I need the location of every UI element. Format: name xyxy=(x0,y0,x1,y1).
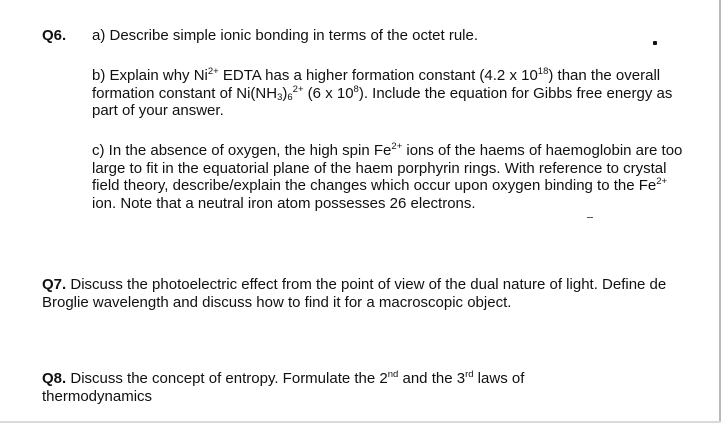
q6-part-a xyxy=(92,27,692,45)
stray-dash xyxy=(587,217,593,218)
q8-number: Q8. xyxy=(42,370,67,387)
q6-number: Q6. xyxy=(42,27,67,44)
q7-text: Q7. Discuss the photoelectric effect from the point of view of the dual nature of light. Define de Broglie wavelength and discuss how to find it for a macroscopic object. xyxy=(42,276,667,311)
q8-text: Q8. Discuss the concept of entropy. Formulate the 2nd and the 3rd laws of thermodynamics xyxy=(42,369,525,405)
q6-part-a-text: a) Describe simple ionic bonding in terms of the octet rule. xyxy=(92,27,479,44)
q7-number: Q7. xyxy=(42,276,67,293)
q6-part-c: c) In the absence of oxygen, the high spin $Fe^{2+}$ ions of the haems of haemoglobin are too large to fit in the equatorial plane of the haem porphyrin rings. With reference to crystal field theory, describe/explain the changes which occur upon oxygen binding to the $Fe^{2+}$ ion. Note that a neutral iron atom possesses 26 electrons. xyxy=(92,141,683,212)
stray-mark xyxy=(653,41,657,45)
q6-part-b: b) Explain why $Ni^{2+}$ EDTA has a higher formation constant (4.2 x $10^{18}$) than the overall formation constant of $Ni(NH_3)_6^{2+}$ (6 x $10^8$). Include the equation for Gibbs free energy as part of your answer. xyxy=(92,66,673,119)
